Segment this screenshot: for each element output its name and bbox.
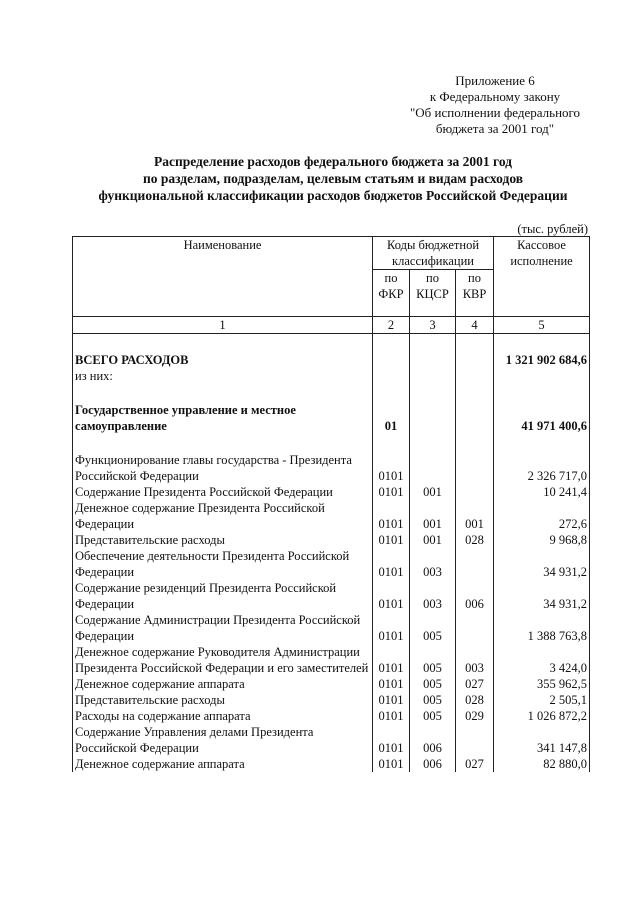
title-line: Распределение расходов федерального бюджета за 2001 год bbox=[153, 154, 513, 169]
row-fkr: 0101 bbox=[373, 644, 410, 676]
row-fkr: 0101 bbox=[373, 452, 410, 484]
row-fkr: 0101 bbox=[373, 676, 410, 692]
row-amount: 341 147,8 bbox=[494, 724, 590, 756]
row-name: Расходы на содержание аппарата bbox=[73, 708, 373, 724]
row-amount: 41 971 400,6 bbox=[494, 402, 590, 434]
row-name: Функционирование главы государства - Президента Российской Федерации bbox=[73, 452, 373, 484]
row-kvr: 006 bbox=[456, 580, 494, 612]
row-name: Содержание Администрации Президента Российской Федерации bbox=[73, 612, 373, 644]
row-kcsr: 003 bbox=[410, 548, 456, 580]
appendix-line: к Федеральному закону bbox=[429, 89, 561, 104]
row-kcsr: 006 bbox=[410, 756, 456, 772]
row-amount: 355 962,5 bbox=[494, 676, 590, 692]
header-kcsr: по КЦСР bbox=[410, 270, 456, 317]
row-fkr: 0101 bbox=[373, 484, 410, 500]
table-row bbox=[73, 402, 590, 434]
row-kvr: 028 bbox=[456, 692, 494, 708]
row-amount: 2 326 717,0 bbox=[494, 452, 590, 484]
table-row bbox=[73, 692, 590, 708]
column-number: 4 bbox=[456, 317, 494, 334]
units-label: (тыс. рублей) bbox=[517, 222, 588, 236]
row-kcsr: 005 bbox=[410, 708, 456, 724]
row-fkr: 0101 bbox=[373, 692, 410, 708]
column-number: 3 bbox=[410, 317, 456, 334]
row-kcsr: 005 bbox=[410, 692, 456, 708]
appendix-note bbox=[400, 73, 590, 137]
row-name: Обеспечение деятельности Президента Российской Федерации bbox=[73, 548, 373, 580]
appendix-line: "Об исполнении федерального bbox=[409, 105, 581, 120]
row-kcsr: 005 bbox=[410, 612, 456, 644]
row-fkr: 0101 bbox=[373, 500, 410, 532]
row-amount: 1 026 872,2 bbox=[494, 708, 590, 724]
table-row bbox=[73, 612, 590, 644]
table-row bbox=[73, 452, 590, 484]
row-name: Содержание Управления делами Президента Российской Федерации bbox=[73, 724, 373, 756]
table-row bbox=[73, 708, 590, 724]
row-name: Денежное содержание Руководителя Администрации Президента Российской Федерации и его заместителей bbox=[73, 644, 373, 676]
row-fkr: 0101 bbox=[373, 612, 410, 644]
header-name: Наименование bbox=[73, 237, 373, 317]
row-amount: 10 241,4 bbox=[494, 484, 590, 500]
document-title bbox=[40, 153, 626, 204]
row-kvr: 027 bbox=[456, 756, 494, 772]
row-amount: 3 424,0 bbox=[494, 644, 590, 676]
row-name: Денежное содержание аппарата bbox=[73, 676, 373, 692]
row-fkr: 0101 bbox=[373, 532, 410, 548]
row-amount: 1 388 763,8 bbox=[494, 612, 590, 644]
row-fkr: 0101 bbox=[373, 708, 410, 724]
row-fkr: 0101 bbox=[373, 548, 410, 580]
row-kvr: 027 bbox=[456, 676, 494, 692]
row-kcsr: 006 bbox=[410, 724, 456, 756]
row-name: Представительские расходы bbox=[73, 692, 373, 708]
row-fkr: 0101 bbox=[373, 580, 410, 612]
row-amount: 9 968,8 bbox=[494, 532, 590, 548]
row-kcsr: 001 bbox=[410, 500, 456, 532]
row-name: ВСЕГО РАСХОДОВ bbox=[73, 352, 373, 368]
row-kcsr: 001 bbox=[410, 532, 456, 548]
table-row bbox=[73, 484, 590, 500]
column-number: 5 bbox=[494, 317, 590, 334]
row-kcsr: 003 bbox=[410, 580, 456, 612]
row-kvr: 029 bbox=[456, 708, 494, 724]
title-line: функциональной классификации расходов бюджетов Российской Федерации bbox=[98, 188, 568, 203]
column-number: 2 bbox=[373, 317, 410, 334]
row-amount: 34 931,2 bbox=[494, 580, 590, 612]
row-name: Государственное управление и местное самоуправление bbox=[73, 402, 373, 434]
row-amount: 82 880,0 bbox=[494, 756, 590, 772]
budget-table bbox=[72, 236, 590, 772]
column-number: 1 bbox=[73, 317, 373, 334]
row-kcsr: 005 bbox=[410, 676, 456, 692]
row-amount: 272,6 bbox=[494, 500, 590, 532]
row-amount: 2 505,1 bbox=[494, 692, 590, 708]
table-row bbox=[73, 676, 590, 692]
row-fkr: 0101 bbox=[373, 756, 410, 772]
row-name: Содержание резиденций Президента Российской Федерации bbox=[73, 580, 373, 612]
row-name: Денежное содержание аппарата bbox=[73, 756, 373, 772]
table-row bbox=[73, 548, 590, 580]
row-fkr: 0101 bbox=[373, 724, 410, 756]
row-note: из них: bbox=[73, 368, 373, 384]
row-amount: 1 321 902 684,6 bbox=[494, 352, 590, 368]
row-name: Содержание Президента Российской Федерации bbox=[73, 484, 373, 500]
title-line: по разделам, подразделам, целевым статьям и видам расходов bbox=[142, 171, 524, 186]
table-row bbox=[73, 756, 590, 772]
row-name: Денежное содержание Президента Российской Федерации bbox=[73, 500, 373, 532]
table-row bbox=[73, 724, 590, 756]
row-name: Представительские расходы bbox=[73, 532, 373, 548]
row-kvr: 003 bbox=[456, 644, 494, 676]
row-amount: 34 931,2 bbox=[494, 548, 590, 580]
header-amount: Кассовое исполнение bbox=[494, 237, 590, 317]
table-row bbox=[73, 580, 590, 612]
table-row bbox=[73, 532, 590, 548]
row-kcsr: 005 bbox=[410, 644, 456, 676]
table-row bbox=[73, 644, 590, 676]
row-kcsr: 001 bbox=[410, 484, 456, 500]
appendix-line: Приложение 6 bbox=[455, 73, 535, 88]
table-row bbox=[73, 368, 590, 384]
header-codes: Коды бюджетной классификации bbox=[373, 237, 494, 270]
header-kvr: по КВР bbox=[456, 270, 494, 317]
row-fkr: 01 bbox=[373, 402, 410, 434]
appendix-line: бюджета за 2001 год" bbox=[435, 121, 555, 136]
row-kvr: 028 bbox=[456, 532, 494, 548]
row-kvr: 001 bbox=[456, 500, 494, 532]
header-fkr: по ФКР bbox=[373, 270, 410, 317]
table-row bbox=[73, 352, 590, 368]
table-row bbox=[73, 500, 590, 532]
